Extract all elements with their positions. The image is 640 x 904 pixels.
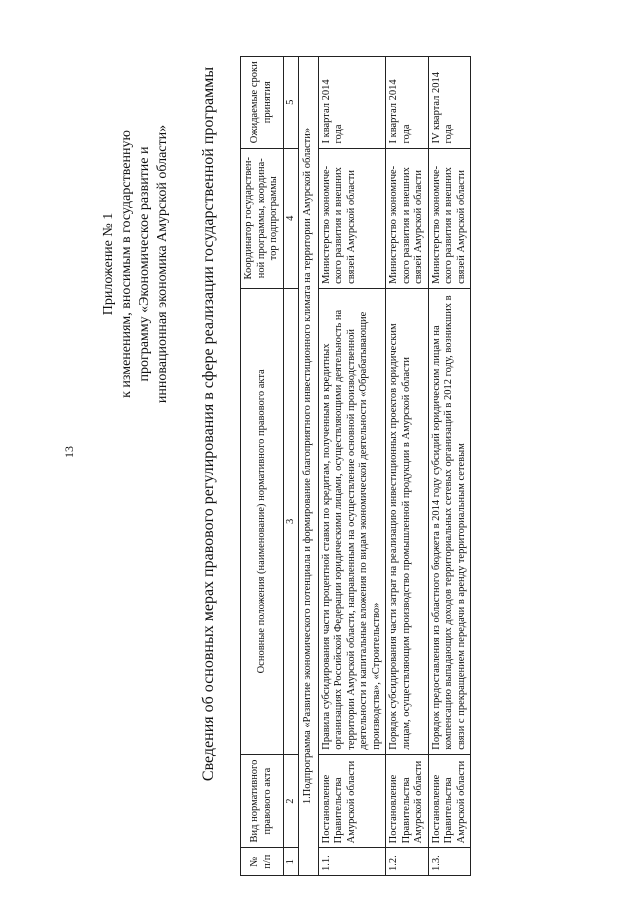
- document-title: Сведения об основных мерах правового регулирования в сфере реализации государственной программы: [200, 66, 217, 782]
- header-coordinator: Координатор государствен-ной программы, координа-тор подпрограммы: [241, 148, 284, 288]
- appendix-line-1: Приложение № 1: [101, 212, 116, 316]
- column-number: 5: [283, 57, 299, 149]
- row-deadline: IV квартал 2014 года: [428, 57, 471, 149]
- column-number: 3: [283, 288, 299, 754]
- column-number: 4: [283, 148, 299, 288]
- row-act-type: Постановление Правительства Амурской области: [428, 754, 471, 848]
- appendix-line-3: программу «Экономическое развитие и: [137, 146, 152, 382]
- table-row: [428, 57, 471, 876]
- header-act-type: Вид нормативного правового акта: [241, 754, 284, 848]
- appendix-line-4: инновационная экономика Амурской области»: [155, 124, 170, 404]
- appendix-header: [100, 54, 172, 474]
- page-number: 13: [62, 446, 76, 458]
- column-number: 2: [283, 754, 299, 848]
- row-act-type: Постановление Правительства Амурской области: [318, 754, 386, 848]
- subprogram-row: [299, 57, 319, 876]
- row-act-type: Постановление Правительства Амурской области: [386, 754, 429, 848]
- table-row: [386, 57, 429, 876]
- row-number: 1.2.: [386, 848, 429, 876]
- header-number: № п/п: [241, 848, 284, 876]
- row-number: 1.3.: [428, 848, 471, 876]
- row-deadline: I квартал 2014 года: [318, 57, 386, 149]
- table-row: [318, 57, 386, 876]
- row-act-content: Правила субсидирования части процентной ставки по кредитам, полученным в кредитных организациях Российской Федерации юридическими лицами, осуществляющими деятельность на территории Амурской области, направленным на осуществление основной производственной деятельности и капитальные вложения по видам экономической деятельности «Обрабатывающие производства», «Строительство»: [318, 288, 386, 754]
- header-deadline: Ожидаемые сроки принятия: [241, 57, 284, 149]
- header-act-content: Основные положения (наименование) нормативного правового акта: [241, 288, 284, 754]
- column-number: 1: [283, 848, 299, 876]
- appendix-line-2: к изменениям, вносимым в государственную: [119, 130, 134, 398]
- row-coordinator: Министерство экономиче-ского развития и внешних связей Амурской области: [386, 148, 429, 288]
- regulation-table: [240, 56, 471, 876]
- table-header-row: [241, 57, 284, 876]
- row-coordinator: Министерство экономиче-ского развития и внешних связей Амурской области: [318, 148, 386, 288]
- column-number-row: [283, 57, 299, 876]
- row-act-content: Порядок субсидирования части затрат на реализацию инвестиционных проектов юридическим лицам, осуществляющим производство промышленной продукции в Амурской области: [386, 288, 429, 754]
- row-deadline: I квартал 2014 года: [386, 57, 429, 149]
- subprogram-title: 1.Подпрограмма «Развитие экономического потенциала и формирование благоприятного инвестиционного климата на территории Амурской области»: [299, 57, 319, 876]
- row-number: 1.1.: [318, 848, 386, 876]
- row-coordinator: Министерство экономиче-ского развития и внешних связей Амурской области: [428, 148, 471, 288]
- row-act-content: Порядок предоставления из областного бюджета в 2014 году субсидий юридическим лицам на компенсацию выпадающих доходов территориальных сетевых организаций в 2012 году, возникших в связи с прекращением передачи в аренду территориальным сетевым: [428, 288, 471, 754]
